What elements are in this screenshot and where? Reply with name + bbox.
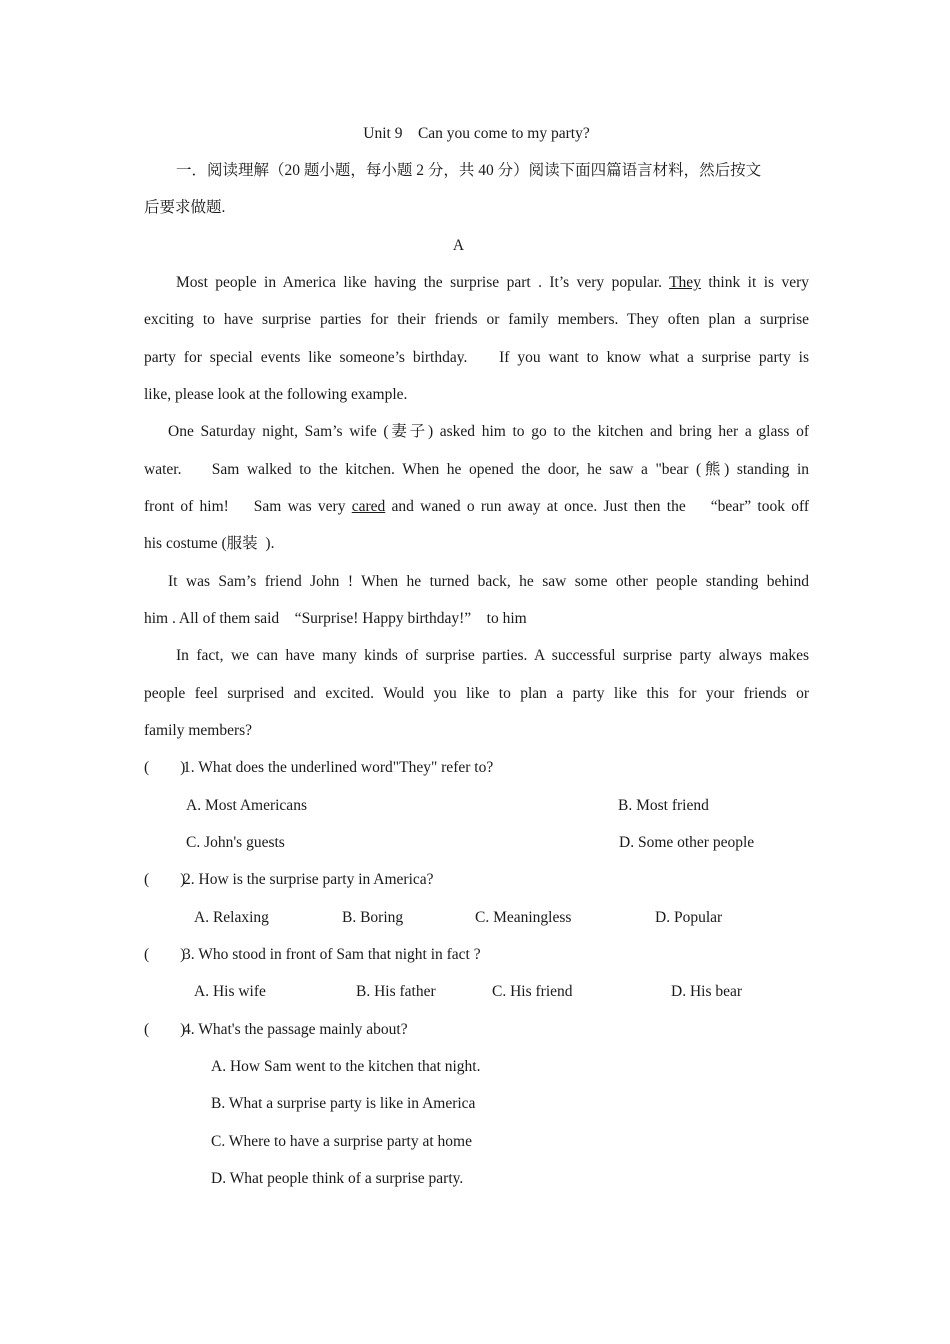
passage-p1-line-4: like, please look at the following example. [144,386,408,403]
q3-option-b: B. His father [356,983,436,1000]
answer-blank-q1[interactable]: ( ) [144,759,186,776]
question-3-text: 3. Who stood in front of Sam that night in fact ? [183,946,481,963]
section-label: A [452,237,465,254]
q4-option-d: D. What people think of a surprise party. [211,1170,464,1187]
answer-blank-q2[interactable]: ( ) [144,871,186,888]
passage-p4-line-1: In fact, we can have many kinds of surprise parties. A successful surprise party always makes [176,647,809,664]
answer-blank-q3[interactable]: ( ) [144,946,186,963]
passage-p2-line-1: One Saturday night, Sam’s wife (妻子) asked him to go to the kitchen and bring her a glass of [168,423,809,440]
passage-p2-line-4: his costume (服装 ). [144,535,275,552]
instructions-line-2: 后要求做题. [144,199,226,216]
passage-p1-line-2: exciting to have surprise parties for their friends or family members. They often plan a surprise [144,311,809,328]
q4-option-b: B. What a surprise party is like in America [211,1095,476,1112]
q2-option-a: A. Relaxing [194,909,269,926]
passage-p1-line-1 [176,271,809,295]
passage-p2-line-3 [144,495,809,519]
q1-option-d: D. Some other people [619,834,755,851]
passage-p4-line-3: family members? [144,722,253,739]
question-1-text: 1. What does the underlined word"They" refer to? [183,759,494,776]
passage-text: think it is very [700,274,809,291]
passage-text: Most people in America like having the surprise part . It’s very popular. [176,274,670,291]
q4-option-a: A. How Sam went to the kitchen that night. [211,1058,481,1075]
answer-blank-q4[interactable]: ( ) [144,1021,186,1038]
question-4-text: 4. What's the passage mainly about? [183,1021,408,1038]
q4-option-c: C. Where to have a surprise party at home [211,1133,472,1150]
q2-option-b: B. Boring [342,909,404,926]
passage-p4-line-2: people feel surprised and excited. Would you like to plan a party like this for your friends or [144,685,809,702]
passage-p3-line-1: It was Sam’s friend John ! When he turned back, he saw some other people standing behind [168,573,809,590]
passage-p2-line-2: water. Sam walked to the kitchen. When he opened the door, he saw a "bear (熊) standing in [144,461,809,478]
q3-option-c: C. His friend [492,983,573,1000]
q1-option-a: A. Most Americans [186,797,307,814]
q1-option-b: B. Most friend [618,797,709,814]
q2-option-d: D. Popular [655,909,723,926]
passage-text: and waned o run away at once. Just then the “bear” took off [385,498,809,515]
q3-option-d: D. His bear [671,983,743,1000]
page-title: Unit 9 Can you come to my party? [363,125,590,142]
passage-p3-line-2: him . All of them said “Surprise! Happy birthday!” to him [144,610,527,627]
instructions-line-1: 一．阅读理解（20 题小题，每小题 2 分，共 40 分）阅读下面四篇语言材料，然后按文 [176,162,762,179]
passage-text: front of him! Sam was very [144,498,352,515]
question-2-text: 2. How is the surprise party in America? [183,871,434,888]
q2-option-c: C. Meaningless [475,909,572,926]
underlined-word-cared: cared [351,498,386,515]
underlined-word-they: They [669,274,701,291]
q3-option-a: A. His wife [194,983,266,1000]
passage-p1-line-3: party for special events like someone’s birthday. If you want to know what a surprise party is [144,349,809,366]
q1-option-c: C. John's guests [186,834,285,851]
